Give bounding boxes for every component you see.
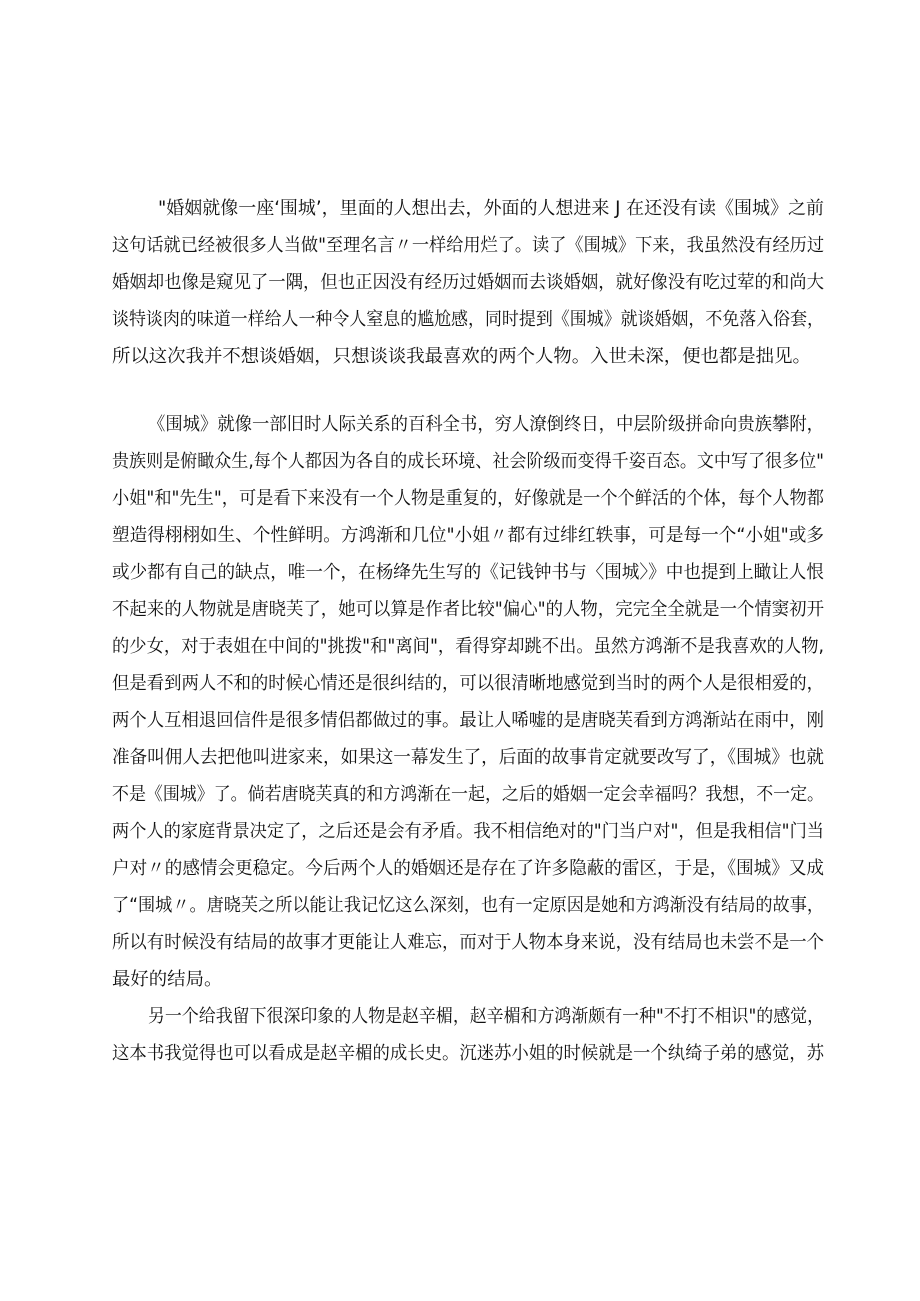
paragraph-2-line-2: 贵族则是俯瞰众生,每个人都因为各自的成长环境、社会阶级而变得千姿百态。文中写了很多位" xyxy=(112,451,824,472)
paragraph-1-line-5: 所以这次我并不想谈婚姻，只想谈谈我最喜欢的两个人物。入世未深，便也都是拙见。 xyxy=(112,346,811,367)
paragraph-2-line-5: 或少都有自己的缺点，唯一个，在杨绛先生写的《记钱钟书与〈围城〉》中也提到上瞰让人恨 xyxy=(112,562,824,583)
paragraph-3-line-2: 这本书我觉得也可以看成是赵辛楣的成长史。沉迷苏小姐的时候就是一个纨绮子弟的感觉，苏 xyxy=(112,1043,824,1064)
paragraph-3-line-1: 另一个给我留下很深印象的人物是赵辛楣，赵辛楣和方鸿渐颇有一种"不打不相识"的感觉， xyxy=(148,1006,824,1027)
paragraph-1-line-3: 婚姻却也像是窥见了一隅，但也正因没有经历过婚姻而去谈婚姻，就好像没有吃过荤的和尚大 xyxy=(112,272,824,293)
paragraph-2-line-10: 准备叫佣人去把他叫进家来，如果这一幕发生了，后面的故事肯定就要改写了，《围城》也就 xyxy=(112,747,824,768)
paragraph-1-line-1: "婚姻就像一座‘围城’，里面的人想出去，外面的人想进来 J 在还没有读《围城》之前 xyxy=(158,198,824,219)
paragraph-2-line-6: 不起来的人物就是唐晓芙了，她可以算是作者比较"偏心"的人物，完完全全就是一个情窦初开 xyxy=(112,599,824,620)
paragraph-2-line-15: 所以有时候没有结局的故事才更能让人难忘，而对于人物本身来说，没有结局也未尝不是一个 xyxy=(112,932,824,953)
paragraph-2-line-11: 不是《围城》了。倘若唐晓芙真的和方鸿渐在一起，之后的婚姻一定会幸福吗？我想，不一定。 xyxy=(112,784,824,805)
paragraph-2-line-1: 《围城》就像一部旧时人际关系的百科全书，穷人潦倒终日，中层阶级拼命向贵族攀附， xyxy=(148,414,824,435)
paragraph-2-line-12: 两个人的家庭背景决定了，之后还是会有矛盾。我不相信绝对的"门当户对"，但是我相信"门当 xyxy=(112,821,824,842)
paragraph-1-line-4: 谈特谈肉的味道一样给人一种令人窒息的尴尬感，同时提到《围城》就谈婚姻，不免落入俗套， xyxy=(112,309,824,330)
paragraph-2-line-9: 两个人互相退回信件是很多情侣都做过的事。最让人唏嘘的是唐晓芙看到方鸿渐站在雨中，刚 xyxy=(112,710,824,731)
paragraph-2-line-3: 小姐"和"先生"，可是看下来没有一个人物是重复的，好像就是一个个鲜活的个体，每个人物都 xyxy=(112,488,824,509)
paragraph-2-line-4: 塑造得栩栩如生、个性鲜明。方鸿渐和几位"小姐〃都有过绯红轶事，可是每一个“小姐"或多 xyxy=(112,525,824,546)
paragraph-2-line-16: 最好的结局。 xyxy=(112,969,223,990)
paragraph-2-line-8: 但是看到两人不和的时候心情还是很纠结的，可以很清晰地感觉到当时的两个人是很相爱的， xyxy=(112,673,824,694)
paragraph-2-line-13: 户对〃的感情会更稳定。今后两个人的婚姻还是存在了许多隐蔽的雷区，于是，《围城》又成 xyxy=(112,858,824,879)
paragraph-1-line-2: 这句话就已经被很多人当做"至理名言〃一样给用烂了。读了《围城》下来，我虽然没有经历过 xyxy=(112,235,824,256)
paragraph-2-line-7: 的少女，对于表姐在中间的"挑拨"和"离间"，看得穿却跳不出。虽然方鸿渐不是我喜欢的人物, xyxy=(112,636,824,657)
paragraph-2-line-14: 了“围城〃。唐晓芙之所以能让我记忆这么深刻，也有一定原因是她和方鸿渐没有结局的故事， xyxy=(112,895,824,916)
